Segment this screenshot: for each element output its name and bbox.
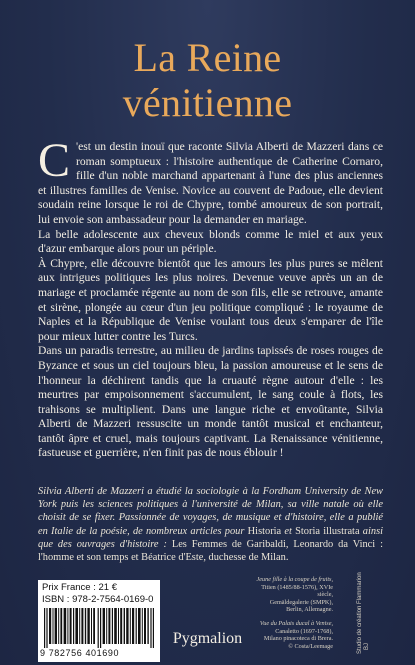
credit-1-title: Jeune fille à la coupe de fruits, [256, 576, 333, 583]
credit-2-line-3: © Costa/Leemage [288, 642, 333, 650]
isbn-label: ISBN : 978-2-7564-0169-0 [42, 594, 154, 605]
credit-1-line-1: Titien (1485/88-1576), XVIe siècle, [261, 583, 333, 599]
side-code: BJ [364, 642, 370, 650]
title-line-1: La Reine [133, 35, 282, 80]
publisher-name: Pygmalion [172, 630, 243, 647]
studio-credit [355, 572, 363, 658]
credit-1-line-2: Gemäldegalerie (SMPK), [269, 598, 333, 606]
credit-2-line-1: Canaletto (1697-1768), [275, 627, 333, 635]
synopsis-paragraph-2: La belle adolescente aux cheveux blonds comme le miel et aux yeux d'azur embarque alors pour un périple. [38, 227, 383, 256]
barcode-panel [38, 580, 160, 662]
title-line-2: vénitienne [122, 80, 293, 125]
synopsis [38, 134, 383, 461]
synopsis-paragraph-1-text: 'est un destin inouï que raconte Silvia Alberti de Mazzeri dans ce roman somptueux : l'histoire authentique de Catherine Cornaro, fille d'un noble marchand appartenant à l'une des plus anciennes et illustres familles de Venise. Novice au couvent de Padoue, elle devient soudain reine lorsque le roi de Chypre, tombé amoureux de son portrait, lui envoie son ambassadeur pour la demander en mariage. [38, 140, 383, 226]
credit-2-line-2: Milano pinacoteca di Brera. [263, 635, 333, 643]
barcode-digits: 9 782756 401690 [40, 648, 120, 658]
bio-part-2: et [281, 525, 296, 537]
price-label: Prix France : 21 € [42, 582, 117, 593]
studio-credit-text: Studio de création Flammarion [357, 572, 363, 654]
bio-part-1: Silvia Alberti de Mazzeri a étudié la sociologie à la Fordham University de New York puis les sciences politiques à l'université de Milan, sa ville natale où elle choisit de se fixer. Passionnée de voyages, de musique et d'histoire, elle a publié en Italie de la poésie, de nombreux articles pour [38, 486, 383, 537]
credit-1-line-3: Berlin, Allemagne. [286, 606, 333, 614]
drop-cap: C [38, 134, 71, 187]
bio-magazine-2: Storia illustrata [295, 525, 360, 537]
bio-part-3: ainsi que des ouvrages d'histoire : [38, 525, 384, 550]
author-bio [38, 485, 383, 564]
image-credits [255, 576, 333, 650]
synopsis-paragraph-4: Dans un paradis terrestre, au milieu de jardins tapissés de roses rouges de Byzance et sous un ciel toujours bleu, la passion amoureuse et le sens de l'honneur la déchirent tandis que la cruauté règne autour d'elle : les meurtres par empoisonnement s'accumulent, le sang coule à flots, les trahisons se multiplient. Dans une langue riche et envoûtante, Silvia Alberti de Mazzeri ressuscite un monde tantôt musical et enchanteur, tantôt âpre et cruel, mais toujours captivant. La Renaissance vénitienne, fastueuse et guerrière, n'en finit pas de nous éblouir ! [38, 344, 383, 460]
barcode-icon [44, 608, 154, 648]
credit-2-title: Vue du Palais ducal à Venise, [259, 619, 333, 627]
bio-magazine-1: Historia [247, 525, 282, 537]
synopsis-paragraph-3: À Chypre, elle découvre bientôt que les amours les plus pures se mêlent aux intrigues politiques les plus noires. Devenue veuve après un an de mariage et proclamée régente au nom de son fils, elle se retrouve, amante et sirène, plongée au cœur d'un jeu politique compliqué : le royaume de Naples et la République de Venise voulant tous deux s'emparer de l'île pour mieux lutter contre les Turcs. [38, 256, 383, 343]
synopsis-paragraph-1 [38, 134, 383, 228]
bio-works: Les Femmes de Garibaldi, Leonardo da Vinci : l'homme et son temps et Béatrice d'Este, duchesse de Milan. [38, 538, 383, 564]
